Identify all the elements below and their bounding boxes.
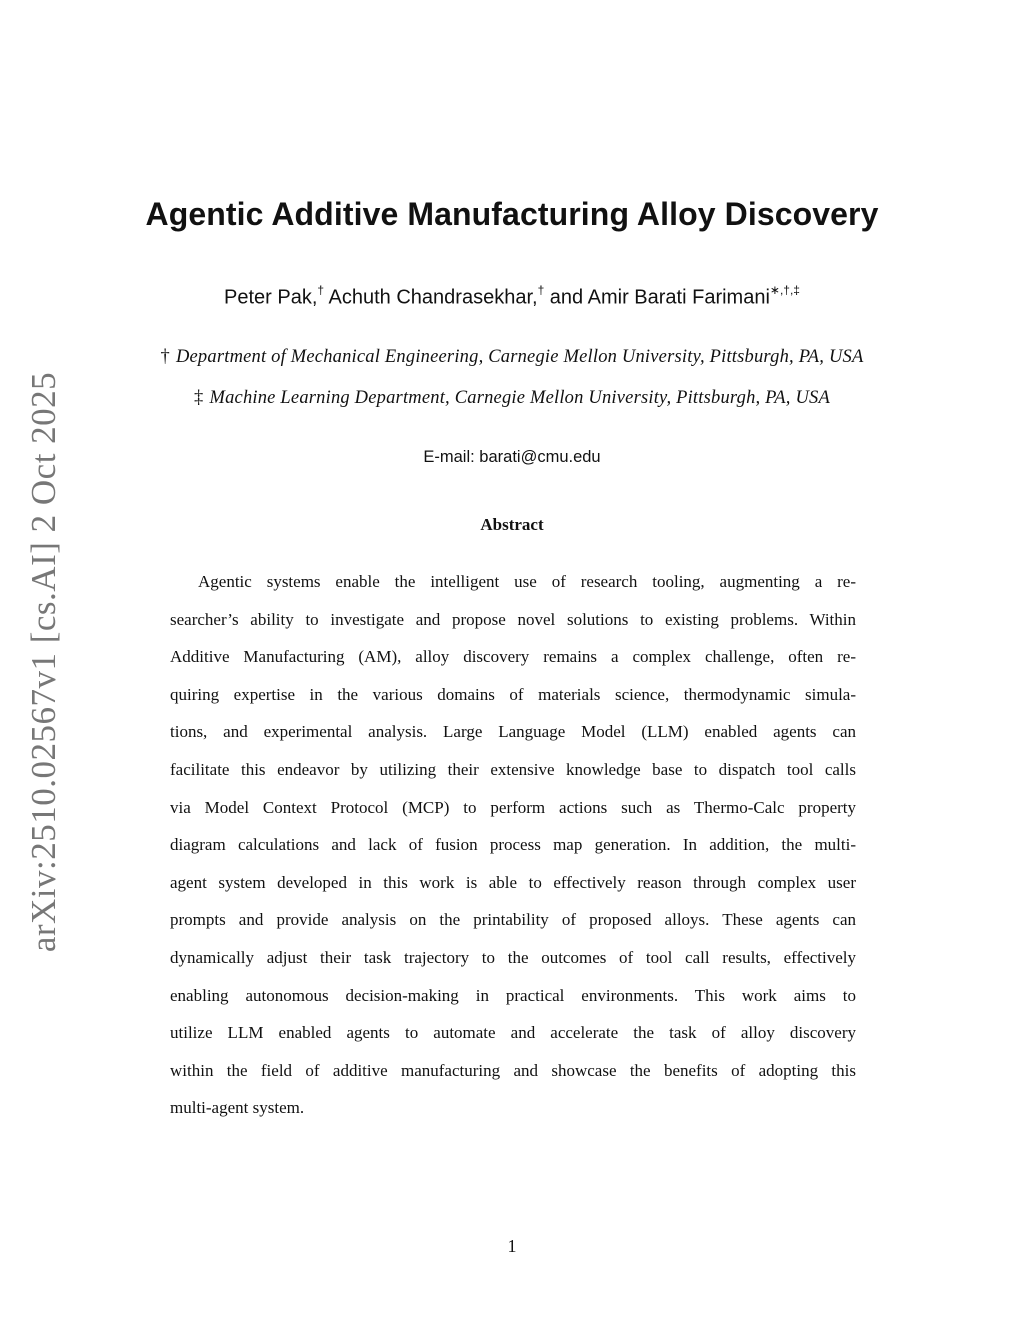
- abstract-line: searcher’s ability to investigate and propose novel solutions to existing problems. Within: [170, 609, 856, 629]
- abstract-line: prompts and provide analysis on the printability of proposed alloys. These agents can: [170, 910, 856, 930]
- abstract-line: dynamically adjust their task trajectory to the outcomes of tool call results, effectively: [170, 947, 856, 967]
- abstract-line: utilize LLM enabled agents to automate and accelerate the task of alloy discovery: [170, 1023, 856, 1043]
- abstract-line: agent system developed in this work is able to effectively reason through complex user: [170, 872, 856, 892]
- abstract-line: quiring expertise in the various domains of materials science, thermodynamic simula-: [170, 684, 856, 704]
- author-amir-barati-farimani: Amir Barati Farimani: [587, 286, 770, 309]
- affiliation-machine-learning: [0, 388, 1024, 409]
- author-amir-barati-farimani-affiliation-mark: ∗,†,‡: [769, 283, 800, 297]
- abstract-heading: Abstract: [480, 515, 544, 534]
- affiliation-text: Machine Learning Department, Carnegie Mellon University, Pittsburgh, PA, USA: [209, 388, 830, 408]
- author-peter-pak-affiliation-mark: †: [317, 283, 325, 297]
- abstract-line: diagram calculations and lack of fusion process map generation. In addition, the multi-: [170, 835, 856, 855]
- abstract-line: within the field of additive manufacturing and showcase the benefits of adopting this: [170, 1060, 856, 1080]
- abstract-line: facilitate this endeavor by utilizing their extensive knowledge base to dispatch tool calls: [170, 759, 856, 779]
- arxiv-identifier-stamp: arXiv:2510.02567v1 [cs.AI] 2 Oct 2025: [24, 371, 63, 953]
- affiliation-mechanical-engineering: [0, 347, 1024, 368]
- abstract-body: [170, 563, 856, 1127]
- contact-email: E-mail: barati@cmu.edu: [423, 448, 601, 466]
- abstract-line: via Model Context Protocol (MCP) to perform actions such as Thermo-Calc property: [170, 797, 856, 817]
- author-achuth-chandrasekhar: Achuth Chandrasekhar,: [324, 286, 538, 309]
- author-achuth-chandrasekhar-affiliation-mark: †: [537, 283, 545, 297]
- paper-title: Agentic Additive Manufacturing Alloy Discovery: [145, 196, 879, 232]
- author-list: [0, 285, 1024, 310]
- author-conjunction: and: [544, 286, 588, 309]
- abstract-line: Agentic systems enable the intelligent use of research tooling, augmenting a re-: [198, 572, 856, 591]
- abstract-line: Additive Manufacturing (AM), alloy discovery remains a complex challenge, often re-: [170, 647, 856, 667]
- abstract-line: multi-agent system.: [170, 1098, 305, 1118]
- affiliation-mark: †: [160, 347, 170, 367]
- abstract-line: enabling autonomous decision-making in practical environments. This work aims to: [170, 985, 856, 1005]
- affiliation-text: Department of Mechanical Engineering, Carnegie Mellon University, Pittsburgh, PA, USA: [175, 347, 864, 367]
- affiliation-mark: ‡: [194, 388, 204, 408]
- page-number: 1: [507, 1236, 517, 1256]
- abstract-line: tions, and experimental analysis. Large Language Model (LLM) enabled agents can: [170, 722, 856, 742]
- author-peter-pak: Peter Pak,: [224, 286, 318, 309]
